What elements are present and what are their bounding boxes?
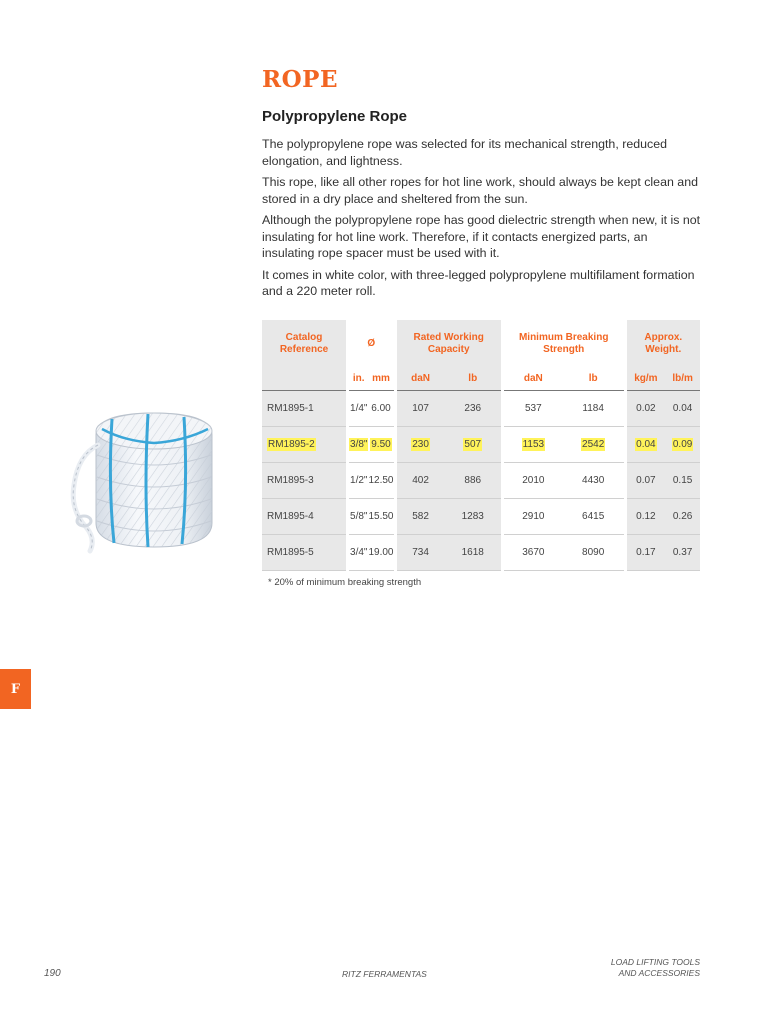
cell-value: 3/4"	[350, 546, 368, 558]
unit-header: lb	[445, 368, 503, 390]
cell-value: 0.17	[636, 546, 656, 558]
cell-value: 0.02	[636, 402, 656, 414]
unit-header: lb	[563, 368, 625, 390]
rated-capacity-lb-cell	[445, 498, 503, 534]
weight-kg-m-cell	[625, 498, 665, 534]
cell-value: 507	[464, 438, 482, 450]
table-row	[262, 390, 700, 426]
breaking-strength-lb-cell	[563, 390, 625, 426]
cell-value: 402	[412, 474, 429, 486]
rated-capacity-lb-cell	[445, 534, 503, 570]
cell-value: 2910	[522, 510, 545, 522]
cell-value: 0.07	[636, 474, 656, 486]
breaking-strength-dan-cell	[502, 498, 562, 534]
section-title: ROPE	[262, 66, 338, 93]
cell-value: RM1895-5	[267, 546, 314, 558]
breaking-strength-dan-cell	[502, 534, 562, 570]
rated-capacity-dan-cell	[395, 426, 445, 462]
table-row	[262, 462, 700, 498]
cell-value: 1153	[522, 438, 545, 450]
unit-header: daN	[502, 368, 562, 390]
cell-value: RM1895-3	[267, 474, 314, 486]
table-row	[262, 534, 700, 570]
cell-value: 3670	[522, 546, 545, 558]
diameter-in-cell	[348, 462, 369, 498]
cell-value: 236	[464, 402, 482, 414]
footer-category-line: AND ACCESSORIES	[618, 968, 700, 978]
cell-value: 8090	[582, 546, 605, 558]
diameter-mm-cell	[368, 390, 395, 426]
cell-value: RM1895-2	[268, 438, 315, 450]
cell-value: 1/4"	[350, 402, 368, 414]
catalog-reference-cell	[262, 390, 348, 426]
header-minimum-breaking-strength: Minimum Breaking Strength	[502, 320, 625, 368]
table-row	[262, 498, 700, 534]
cell-value: 0.37	[672, 546, 693, 558]
catalog-reference-cell	[262, 534, 348, 570]
description-paragraph: It comes in white color, with three-legged polypropylene multifilament formation and a 220 meter roll.	[262, 267, 695, 298]
cell-value: 12.50	[368, 474, 394, 486]
weight-kg-m-cell	[625, 534, 665, 570]
cell-value: 1184	[582, 402, 604, 414]
cell-value: 107	[412, 402, 429, 414]
section-tab: F	[0, 669, 31, 709]
diameter-in-cell	[348, 498, 369, 534]
catalog-reference-cell	[262, 426, 348, 462]
diameter-in-cell	[348, 390, 369, 426]
breaking-strength-lb-cell	[563, 534, 625, 570]
diameter-in-cell	[348, 534, 369, 570]
rated-capacity-dan-cell	[395, 498, 445, 534]
cell-value: 886	[464, 474, 482, 486]
cell-value: RM1895-4	[267, 510, 314, 522]
unit-header: mm	[368, 368, 395, 390]
cell-value: 5/8"	[350, 510, 368, 522]
cell-value: 230	[412, 438, 429, 450]
cell-value: 0.15	[672, 474, 693, 486]
rated-capacity-dan-cell	[395, 390, 445, 426]
footer-category	[611, 957, 700, 979]
footer-category-line: LOAD LIFTING TOOLS	[610, 957, 700, 967]
diameter-mm-cell	[368, 426, 395, 462]
cell-value: 4430	[582, 474, 605, 486]
cell-value: 1/2"	[350, 474, 368, 486]
description-paragraph: This rope, like all other ropes for hot line work, should always be kept clean and stored in a dry place and sheltered from the sun.	[262, 175, 698, 206]
cell-value: 1618	[461, 546, 484, 558]
cell-value: 2010	[522, 474, 545, 486]
weight-kg-m-cell	[625, 390, 665, 426]
breaking-strength-dan-cell	[502, 390, 562, 426]
cell-value: 0.12	[636, 510, 656, 522]
table-footnote: * 20% of minimum breaking strength	[268, 577, 422, 588]
weight-lb-m-cell	[665, 462, 700, 498]
header-diameter: Ø	[348, 320, 395, 368]
rated-capacity-lb-cell	[445, 390, 503, 426]
product-description	[262, 136, 702, 305]
catalog-reference-cell	[262, 462, 348, 498]
unit-header: in.	[348, 368, 369, 390]
breaking-strength-dan-cell	[502, 462, 562, 498]
cell-value: 582	[412, 510, 429, 522]
cell-value: 3/8"	[350, 438, 368, 450]
cell-value: 0.04	[672, 402, 693, 414]
cell-value: 0.04	[636, 438, 656, 450]
unit-header: daN	[395, 368, 445, 390]
diameter-in-cell	[348, 426, 369, 462]
diameter-mm-cell	[368, 534, 395, 570]
cell-value: 6.00	[371, 402, 391, 414]
unit-header: kg/m	[625, 368, 665, 390]
description-paragraph: The polypropylene rope was selected for its mechanical strength, reduced elongation, and lightness.	[262, 137, 667, 168]
rated-capacity-dan-cell	[395, 534, 445, 570]
unit-header-blank	[262, 368, 348, 390]
specifications-table	[262, 320, 700, 571]
weight-lb-m-cell	[665, 534, 700, 570]
unit-header: lb/m	[665, 368, 700, 390]
header-rated-working-capacity: Rated Working Capacity	[395, 320, 502, 368]
weight-lb-m-cell	[665, 390, 700, 426]
cell-value: 15.50	[368, 510, 394, 522]
rated-capacity-lb-cell	[445, 462, 503, 498]
rope-coil-image	[64, 405, 224, 555]
rated-capacity-dan-cell	[395, 462, 445, 498]
cell-value: 1283	[461, 510, 484, 522]
weight-kg-m-cell	[625, 462, 665, 498]
diameter-mm-cell	[368, 462, 395, 498]
cell-value: 19.00	[368, 546, 394, 558]
catalog-reference-cell	[262, 498, 348, 534]
header-catalog-reference: Catalog Reference	[262, 320, 348, 368]
product-title: Polypropylene Rope	[262, 108, 408, 125]
cell-value: 537	[525, 402, 542, 414]
description-paragraph: Although the polypropylene rope has good dielectric strength when new, it is not insulating for hot line work. Therefore, if it contacts energized parts, an insulating rope spacer must be used with it.	[262, 213, 701, 260]
weight-lb-m-cell	[665, 426, 700, 462]
weight-kg-m-cell	[625, 426, 665, 462]
cell-value: RM1895-1	[267, 402, 314, 414]
cell-value: 0.26	[672, 510, 693, 522]
cell-value: 9.50	[371, 438, 391, 450]
specifications-table-body	[262, 390, 700, 570]
breaking-strength-lb-cell	[563, 426, 625, 462]
page-number: 190	[44, 968, 61, 979]
cell-value: 2542	[582, 438, 605, 450]
cell-value: 6415	[582, 510, 605, 522]
table-row	[262, 426, 700, 462]
footer-company: RITZ FERRAMENTAS	[342, 969, 427, 979]
diameter-mm-cell	[368, 498, 395, 534]
breaking-strength-lb-cell	[563, 498, 625, 534]
header-approx-weight: Approx. Weight.	[625, 320, 700, 368]
cell-value: 0.09	[672, 438, 693, 450]
breaking-strength-lb-cell	[563, 462, 625, 498]
weight-lb-m-cell	[665, 498, 700, 534]
breaking-strength-dan-cell	[502, 426, 562, 462]
rated-capacity-lb-cell	[445, 426, 503, 462]
cell-value: 734	[412, 546, 429, 558]
